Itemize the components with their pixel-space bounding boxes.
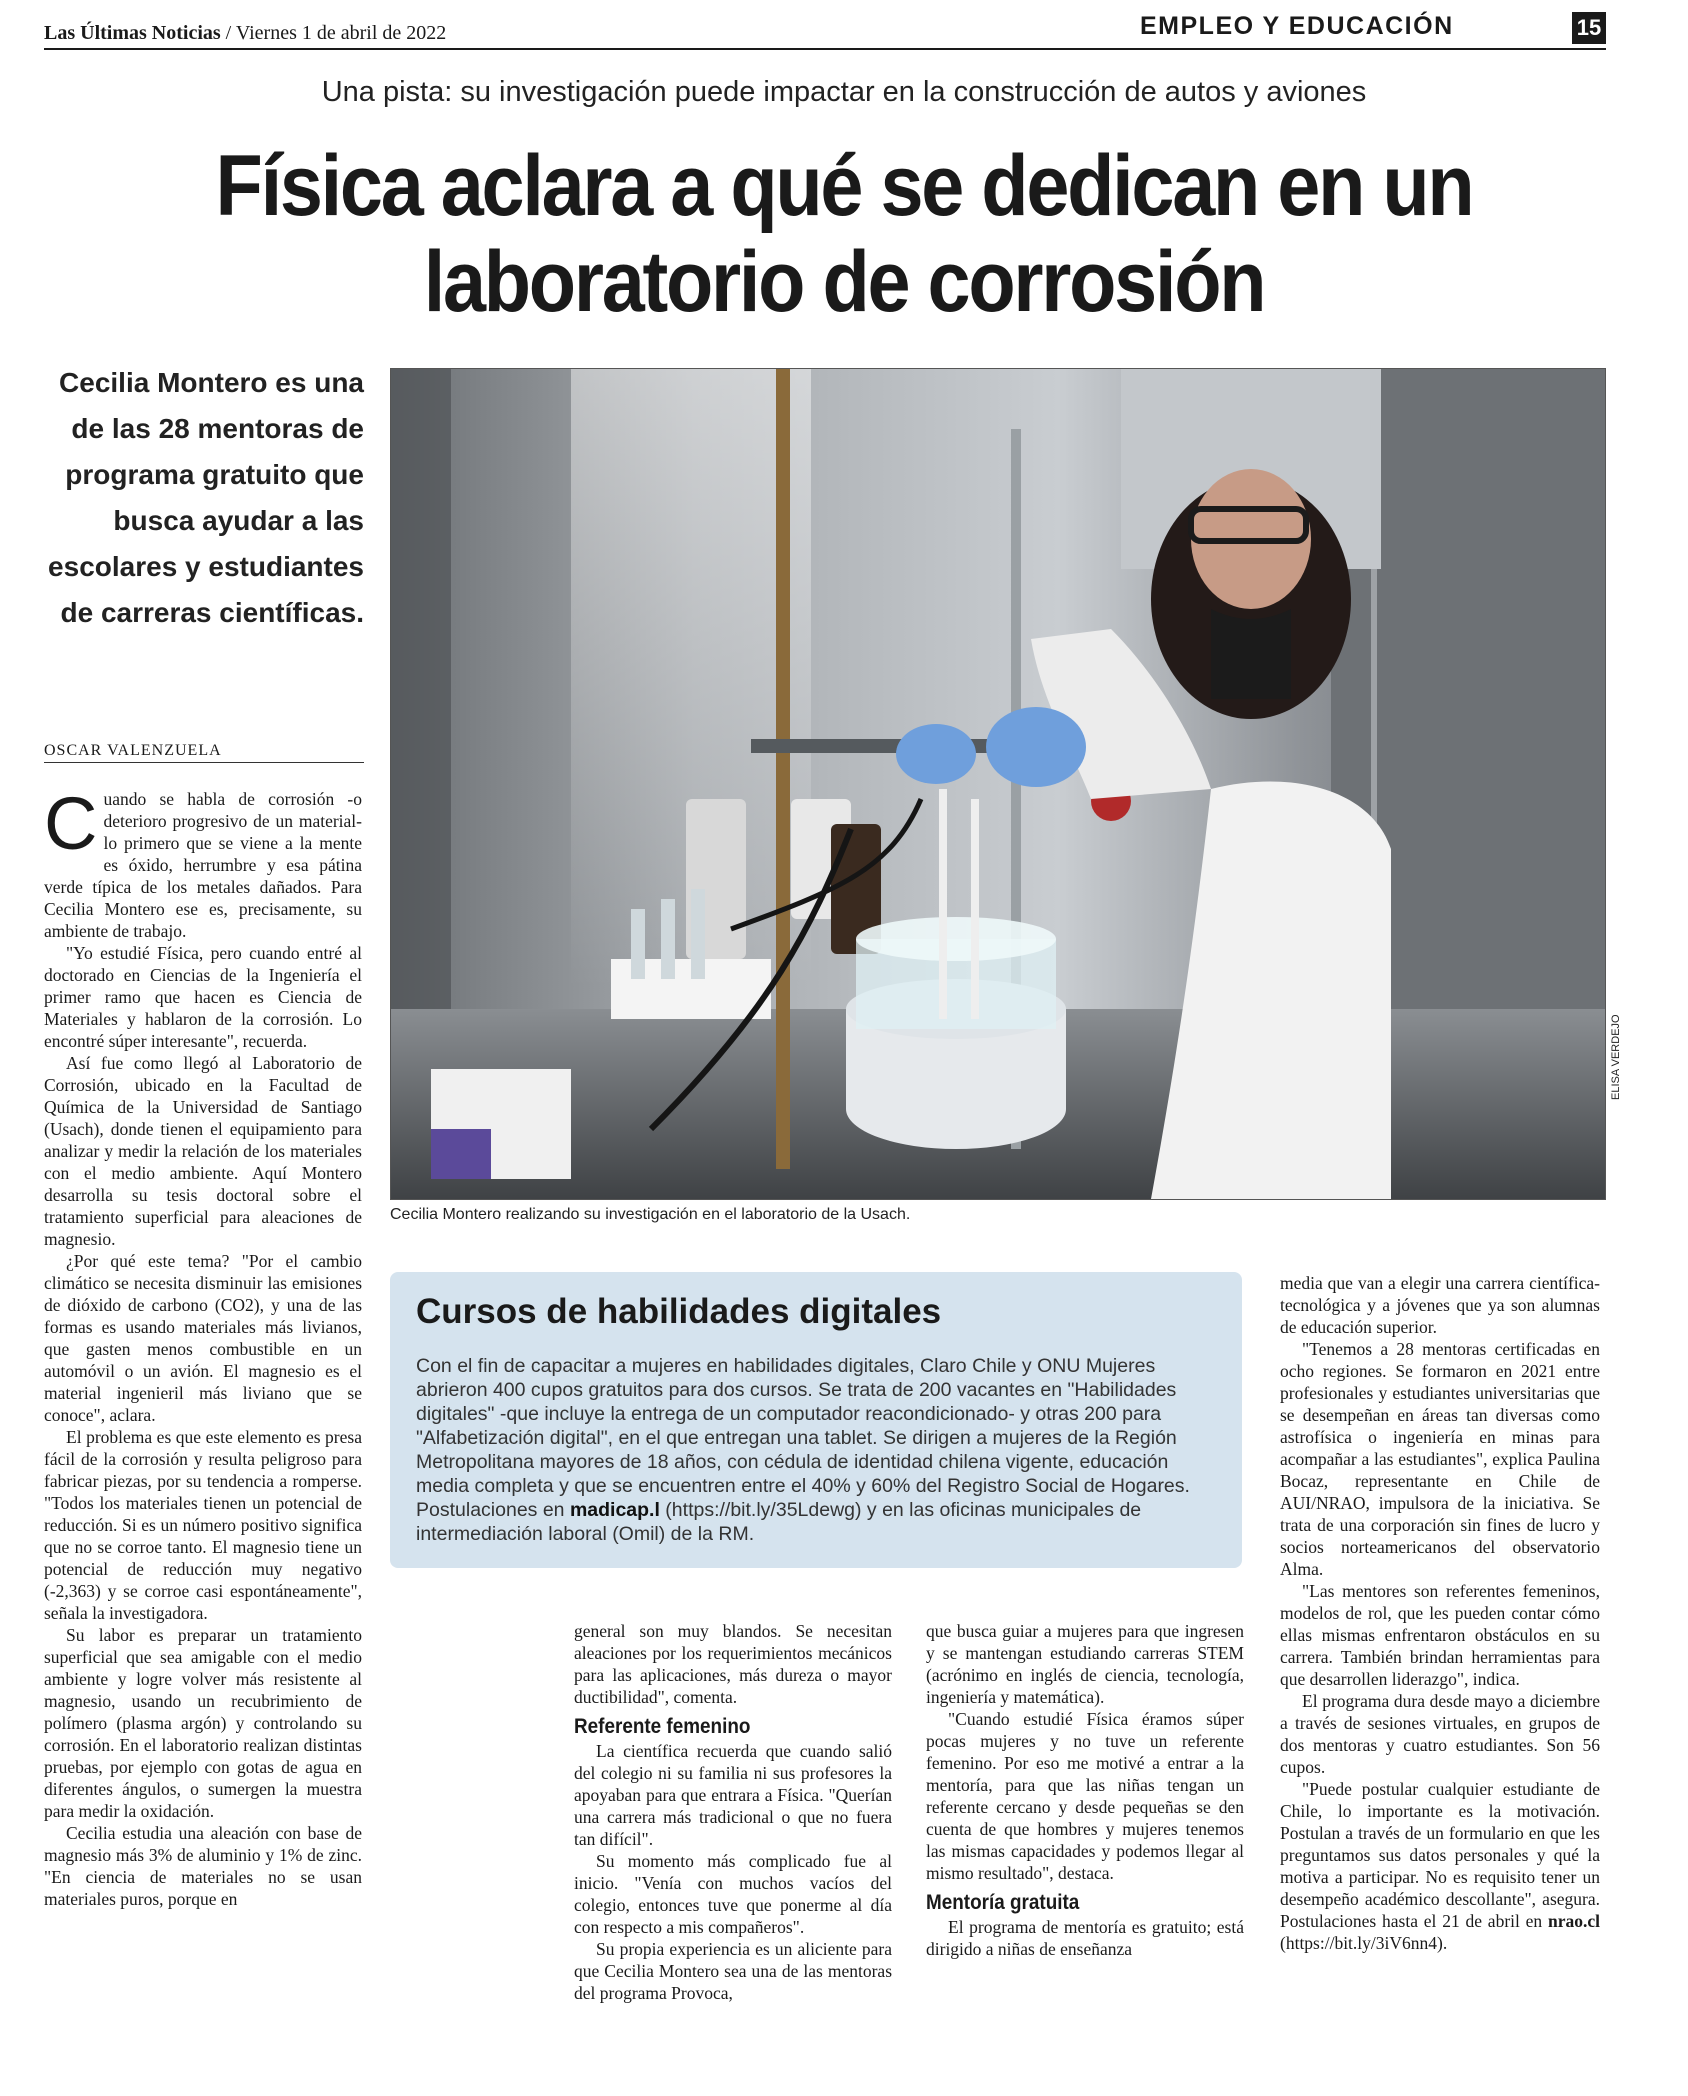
paragraph: Su propia experiencia es un aliciente para que Cecilia Montero sea una de las mentoras del programa Provoca, bbox=[574, 1939, 892, 2003]
sidebar-text: Con el fin de capacitar a mujeres en habilidades digitales, Claro Chile y ONU Mujeres abrieron 400 cupos gratuitos para dos cursos. Se trata de 200 vacantes en "Habilidades digitales" -que incluye la entrega de un computador reacondicionado- y otras 200 para "Alfabetización digital", en el que entregan una tablet. Se dirigen a mujeres de la Región Metropolitana mayores de 18 años, con cédula de identidad chilena vigente, educación media completa y que se encuentren entre el 40% y 60% del Registro Social de Hogares. Postulaciones en madicap.l (https://bit.ly/35Ldewg) y en las oficinas municipales de intermediación laboral (Omil) de la RM. bbox=[416, 1355, 1190, 1545]
paragraph: "Cuando estudié Física éramos súper pocas mujeres y no tuve un referente femenino. Por eso me motivé a entrar a la mentoría, para que las niñas tengan un referente cercano y desde pequeñas se den cuenta de que hombres y mujeres tenemos las mismas capacidades y podemos llegar al mismo resultado", destaca. bbox=[926, 1709, 1244, 1883]
masthead-left bbox=[44, 22, 446, 45]
drop-cap: C bbox=[44, 782, 98, 865]
lab-photo-illustration bbox=[391, 369, 1605, 1199]
sidebar-link: madicap.l bbox=[569, 1499, 660, 1521]
paragraph: Cuando se habla de corrosión -o deterioro progresivo de un material- lo primero que se viene a la mente es óxido, herrumbre y esa pátina verde típica de los metales dañados. Para Cecilia Montero ese es, precisamente, su ambiente de trabajo. bbox=[44, 782, 362, 941]
lab-photo bbox=[390, 368, 1606, 1200]
article-column-1 bbox=[44, 782, 362, 1910]
header-rule bbox=[44, 48, 1606, 50]
paragraph: La científica recuerda que cuando salió del colegio ni su familia ni sus profesores la apoyaban para que entrara a Física. "Querían una carrera más tradicional o que no fuera tan difícil". bbox=[574, 1741, 892, 1849]
paragraph: El programa dura desde mayo a diciembre a través de sesiones virtuales, en grupos de dos mentoras y cuatro estudiantes. Son 56 cupos. bbox=[1280, 1691, 1600, 1777]
photo-caption: Cecilia Montero realizando su investigación en el laboratorio de la Usach. bbox=[390, 1206, 911, 1223]
article-column-2 bbox=[574, 1620, 892, 2004]
paragraph: media que van a elegir una carrera científica-tecnológica y a jóvenes que ya son alumnas de educación superior. bbox=[1280, 1273, 1600, 1337]
paragraph: "Tenemos a 28 mentoras certificadas en ocho regiones. Se formaron en 2021 entre profesionales y estudiantes universitarias que se desempeñan en áreas tan diversas como astrofísica o ingeniería en minas para acompañar a las estudiantes", explica Paulina Bocaz, representante en Chile de AUI/NRAO, impulsora de la iniciativa. Se trata de una corporación sin fines de lucro y socios norteamericanos del observatorio Alma. bbox=[1280, 1339, 1600, 1579]
headline-line-1: Física aclara a qué se dedican en un bbox=[215, 138, 1473, 234]
page-number: 15 bbox=[1572, 12, 1606, 44]
article-column-4 bbox=[1280, 1272, 1600, 1954]
paragraph: El problema es que este elemento es presa fácil de la corrosión y resulta peligroso para fabricar piezas, por su tendencia a romperse. "Todos los materiales tienen un potencial de reducción. Si es un número positivo significa que no se corroe tanto. El magnesio tiene un potencial de reducción muy negativo (-2,363) y se corroe casi espontáneamente", señala la investigadora. bbox=[44, 1427, 362, 1623]
article-column-3 bbox=[926, 1620, 1244, 1960]
paragraph: que busca guiar a mujeres para que ingresen y se mantengan estudiando carreras STEM (acrónimo en inglés de ciencia, tecnología, ingeniería y matemática). bbox=[926, 1621, 1244, 1707]
paragraph: Cecilia estudia una aleación con base de magnesio más 3% de aluminio y 1% de zinc. "En ciencia de materiales no se usan materiales puros, porque en bbox=[44, 1823, 362, 1909]
paragraph: Su momento más complicado fue al inicio. "Venía con muchos vacíos del colegio, entonces tuve que ponerme al día con respecto a mis compañeros". bbox=[574, 1851, 892, 1937]
byline: OSCAR VALENZUELA bbox=[44, 742, 222, 759]
paragraph: Así fue como llegó al Laboratorio de Corrosión, ubicado en la Facultad de Química de la Universidad de Santiago (Usach), donde tienen el equipamiento para analizar y medir la relación de los materiales con el medio ambiente. Aquí Montero desarrolla su tesis doctoral sobre el tratamiento superficial para aleaciones de magnesio. bbox=[44, 1053, 362, 1249]
photo-credit: ELISA VERDEJO bbox=[1610, 1014, 1622, 1100]
headline-line-2: laboratorio de corrosión bbox=[423, 234, 1265, 330]
sidebar-title: Cursos de habilidades digitales bbox=[416, 1292, 942, 1331]
paragraph: "Puede postular cualquier estudiante de Chile, lo importante es la motivación. Postulan a través de un formulario en que les preguntamos sus datos personales y qué la motiva a participar. No es requisito tener un desempeño académico descollante", asegura. Postulaciones hasta el 21 de abril en nrao.cl (https://bit.ly/3iV6nn4). bbox=[1280, 1779, 1600, 1953]
issue-date: Viernes 1 de abril de 2022 bbox=[235, 22, 447, 44]
paragraph: "Yo estudié Física, pero cuando entré al doctorado en Ciencias de la Ingeniería el primer ramo que hacen es Ciencia de Materiales y hablaron de la corrosión. Lo encontré súper interesante", recuerda. bbox=[44, 943, 362, 1051]
kicker: Una pista: su investigación puede impactar en la construcción de autos y aviones bbox=[321, 76, 1367, 108]
paragraph: El programa de mentoría es gratuito; está dirigido a niñas de enseñanza bbox=[926, 1917, 1244, 1959]
paragraph: general son muy blandos. Se necesitan aleaciones por los requerimientos mecánicos para las aplicaciones, más dureza o mayor ductibilidad", comenta. bbox=[574, 1621, 892, 1707]
subheading: Referente femenino bbox=[574, 1715, 751, 1738]
paragraph: "Las mentores son referentes femeninos, modelos de rol, que les pueden contar cómo ellas mismas enfrentaron obstáculos en su carrera. También brindan herramientas para que desarrollen liderazgo", indica. bbox=[1280, 1581, 1600, 1689]
section-name: EMPLEO Y EDUCACIÓN bbox=[1140, 12, 1454, 40]
paragraph: ¿Por qué este tema? "Por el cambio climático se necesita disminuir las emisiones de dióxido de carbono (CO2), y una de las formas es usando materiales más livianos, que gasten menos combustible en un automóvil o un avión. El magnesio es el material ingenieril más liviano que se conoce", aclara. bbox=[44, 1251, 362, 1425]
paragraph: Su labor es preparar un tratamiento superficial que sea amigable con el medio ambiente y logre volver más resistente al magnesio, usando un recubrimiento de polímero (plasma argón) y controlando su corrosión. En el laboratorio realizan distintas pruebas, por ejemplo con gotas de agua en diferentes ángulos, o sumergen la muestra para medir la oxidación. bbox=[44, 1625, 362, 1821]
article-link: nrao.cl bbox=[1547, 1911, 1600, 1931]
lede: Cecilia Montero es una de las 28 mentoras de programa gratuito que busca ayudar a las escolares y estudiantes de carreras científicas. bbox=[48, 367, 364, 628]
masthead-separator: / bbox=[220, 22, 236, 44]
newspaper-name: Las Últimas Noticias bbox=[44, 22, 221, 44]
headline bbox=[120, 138, 1567, 330]
subheading: Mentoría gratuita bbox=[926, 1891, 1080, 1914]
byline-rule bbox=[44, 762, 364, 763]
sidebar-box bbox=[390, 1272, 1242, 1568]
